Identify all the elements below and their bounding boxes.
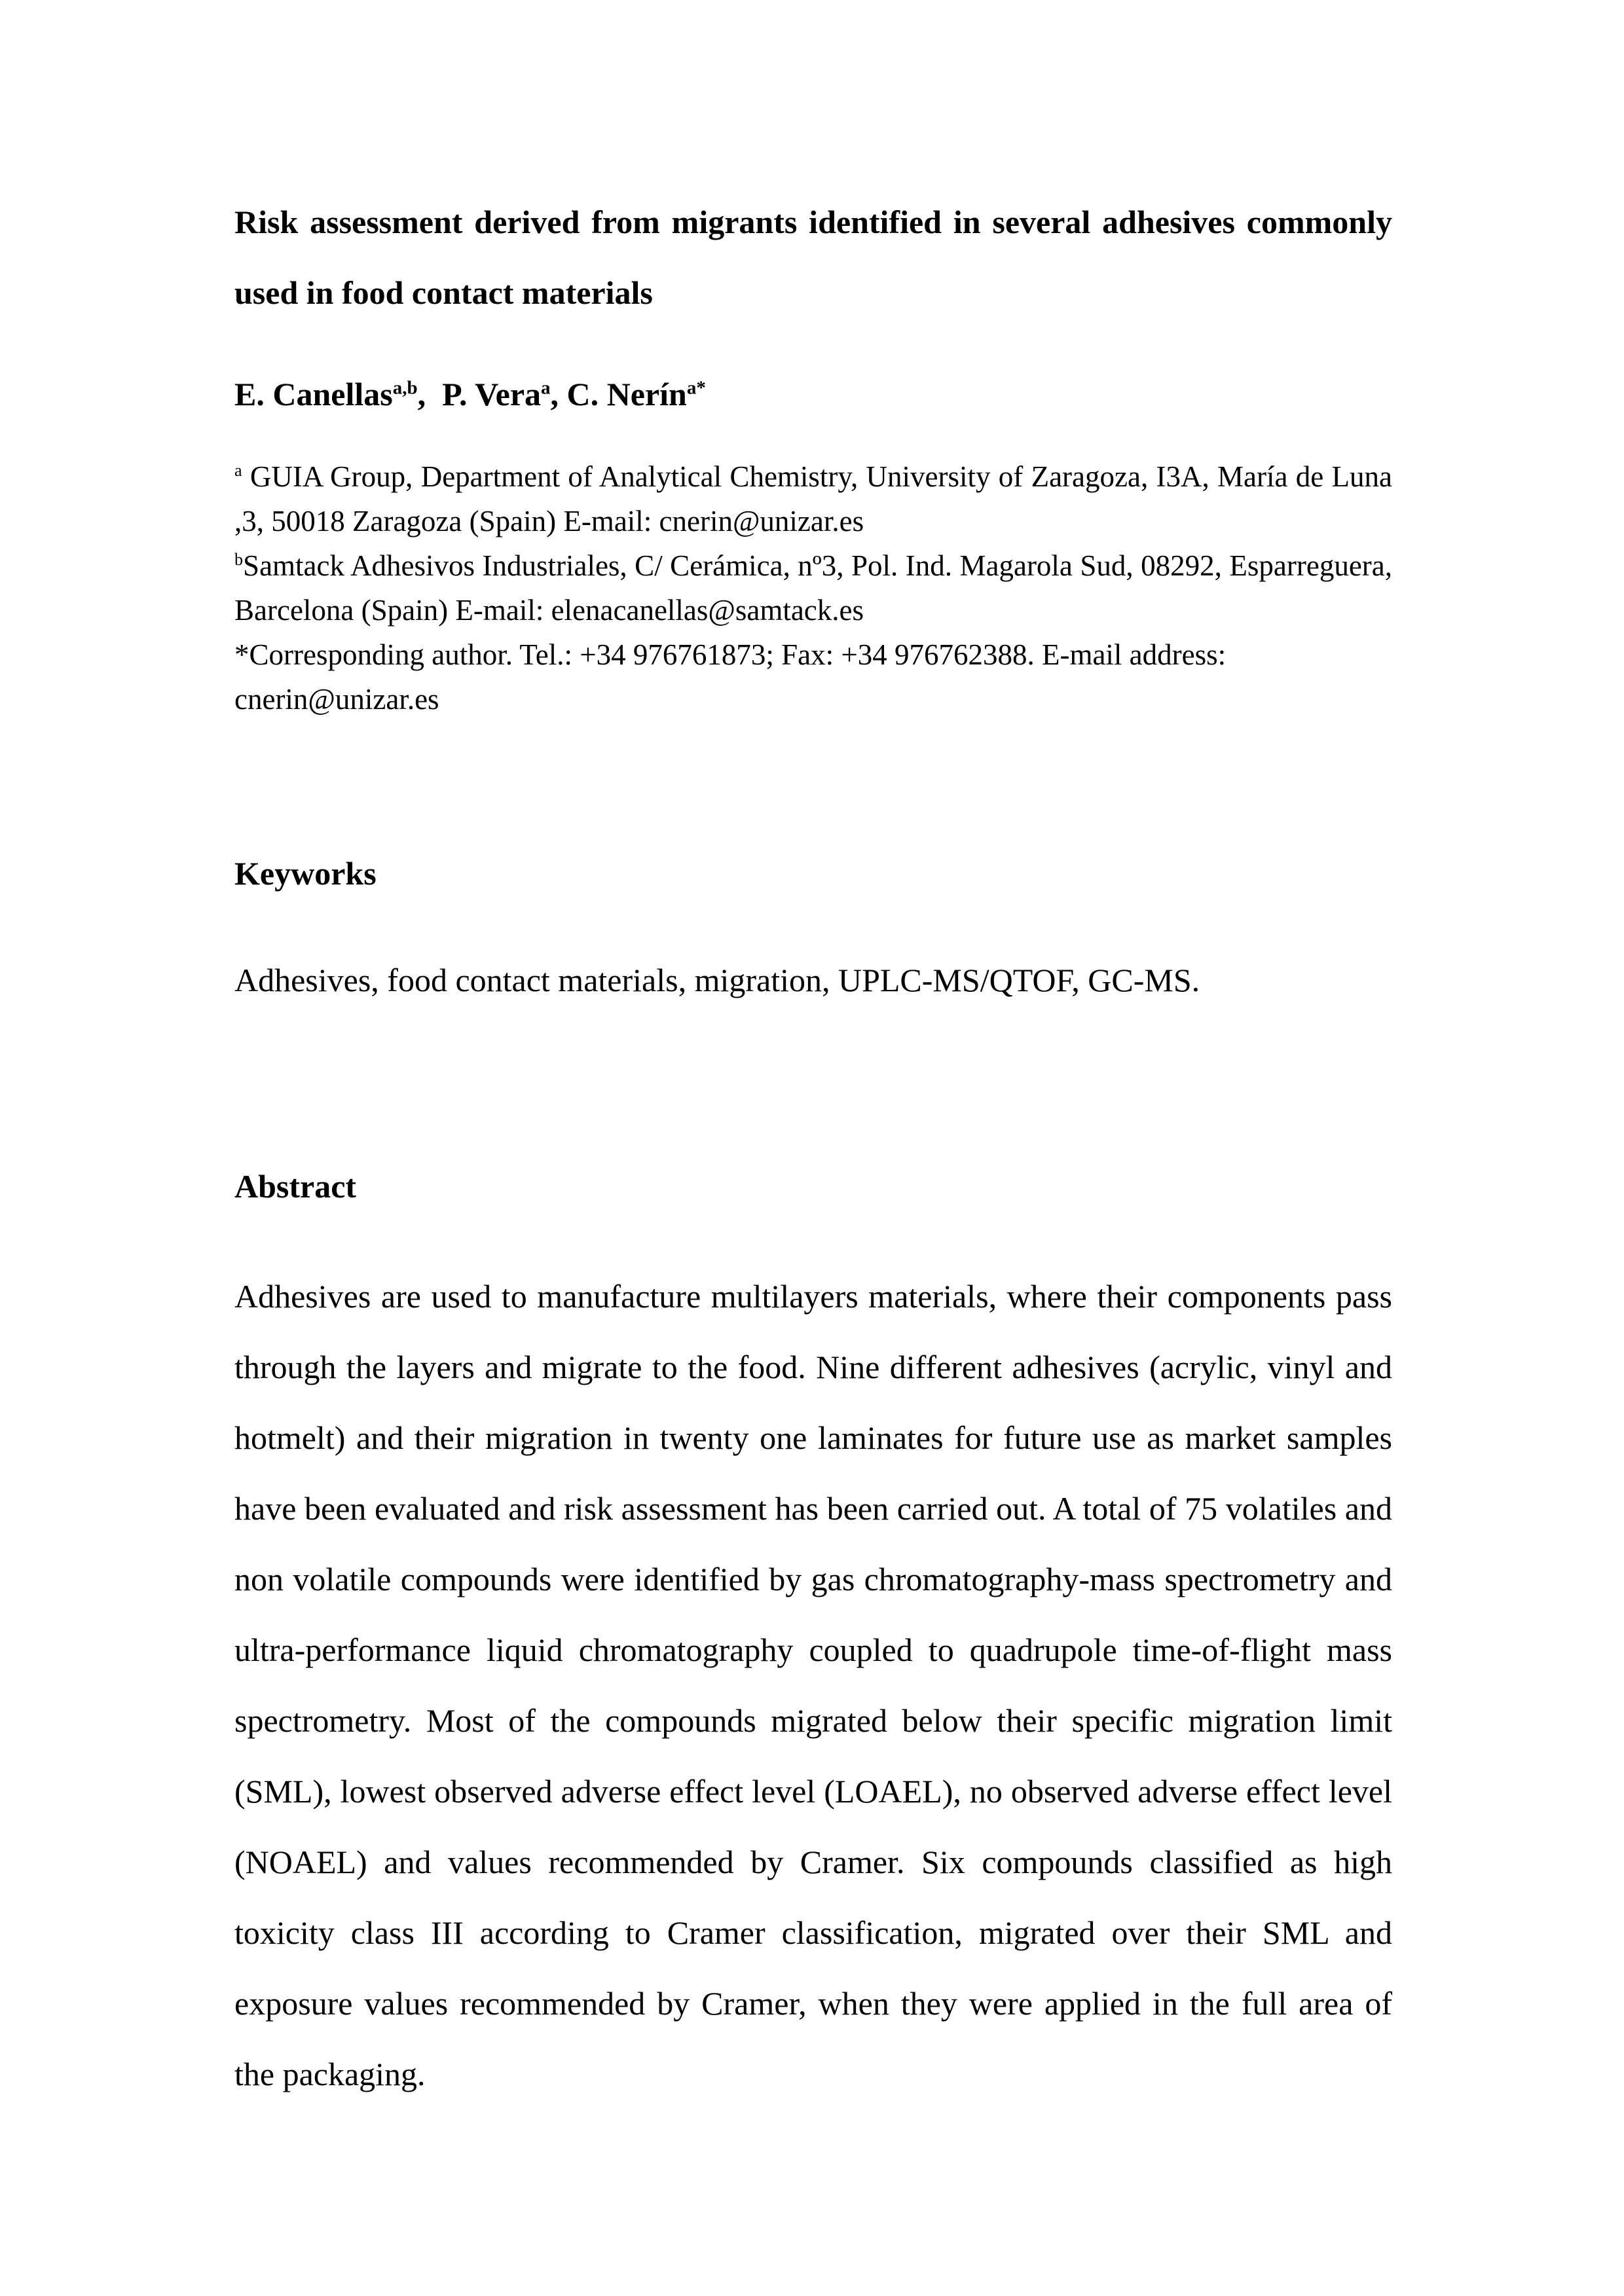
affiliation-text: Samtack Adhesivos Industriales, C/ Cerámica, nº3, Pol. Ind. Magarola Sud, 08292, Esparreguera, Barcelona (Spain) E-mail: elenacanellas@samtack.es [234,549,1392,627]
affiliation-a [234,454,1392,543]
affiliation-text: GUIA Group, Department of Analytical Chemistry, University of Zaragoza, I3A, María de Luna ,3, 50018 Zaragoza (Spain) E-mail: cnerin@unizar.es [234,460,1392,538]
affiliation-b [234,543,1392,632]
affiliations-block [234,454,1392,721]
author-name: P. Vera [442,376,542,412]
affiliation-marker: b [234,550,244,569]
keywords-heading: Keyworks [234,855,377,892]
author-line [234,359,1392,429]
author-separator: , [417,376,443,412]
paper-title-line-2: used in food contact materials [234,274,653,311]
author-affiliation-marker: a [541,377,551,399]
corresponding-author-line: *Corresponding author. Tel.: +34 976761873; Fax: +34 976762388. E-mail address: cnerin@unizar.es [234,638,1227,716]
abstract-paragraph: Adhesives are used to manufacture multilayers materials, where their components pass through the layers and migrate to the food. Nine different adhesives (acrylic, vinyl and hotmelt) and their migration in twenty one laminates for future use as market samples have been evaluated and risk assessment has been carried out. A total of 75 volatiles and non volatile compounds were identified by gas chromatography-mass spectrometry and ultra-performance liquid chromatography coupled to quadrupole time-of-flight mass spectrometry. Most of the compounds migrated below their specific migration limit (SML), lowest observed adverse effect level (LOAEL), no observed adverse effect level (NOAEL) and values recommended by Cramer. Six compounds classified as high toxicity class III according to Cramer classification, migrated over their SML and exposure values recommended by Cramer, when they were applied in the full area of the packaging. [234,1278,1392,2092]
author-affiliation-marker: a,b [392,377,418,399]
author-name: C. Nerín [566,376,687,412]
affiliation-marker: a [234,461,242,480]
paper-title-line-1: Risk assessment derived from migrants identified in several adhesives commonly [234,204,1392,240]
keywords-text: Adhesives, food contact materials, migration, UPLC-MS/QTOF, GC-MS. [234,962,1200,998]
author-separator: , [550,376,567,412]
author-name: E. Canellas [234,376,393,412]
paper-title [234,187,1392,328]
abstract-heading: Abstract [234,1168,357,1205]
author-affiliation-marker: a* [686,377,706,399]
